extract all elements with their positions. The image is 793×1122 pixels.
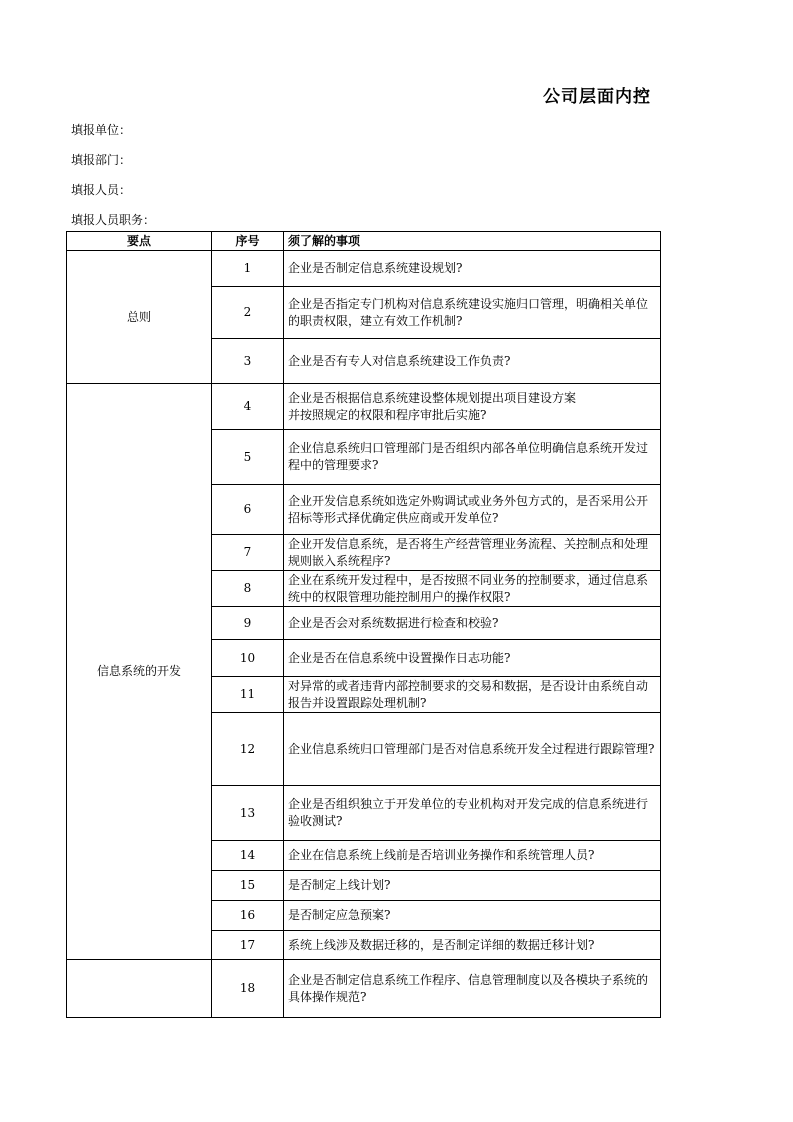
- document-title: 公司层面内控: [543, 87, 651, 107]
- header-item: 须了解的事项: [284, 232, 661, 251]
- table-header-row: [67, 232, 661, 251]
- section-system-development: 信息系统的开发: [67, 384, 212, 960]
- row-question: 企业是否在信息系统中设置操作日志功能?: [284, 640, 661, 677]
- row-number: 9: [212, 607, 284, 640]
- row-number: 10: [212, 640, 284, 677]
- table-row: [67, 384, 661, 430]
- table-row: [67, 251, 661, 287]
- row-question: 企业是否制定信息系统建设规划?: [284, 251, 661, 287]
- row-question: 对异常的或者违背内部控制要求的交易和数据，是否设计由系统自动报告并设置跟踪处理机制?: [284, 677, 661, 713]
- row-number: 16: [212, 901, 284, 931]
- row-number: 3: [212, 339, 284, 384]
- section-general: 总则: [67, 251, 212, 384]
- row-question: 系统上线涉及数据迁移的，是否制定详细的数据迁移计划?: [284, 931, 661, 960]
- row-question: 企业开发信息系统如选定外购调试或业务外包方式的，是否采用公开招标等形式择优确定供应商或开发单位?: [284, 485, 661, 535]
- row-question: 企业是否组织独立于开发单位的专业机构对开发完成的信息系统进行验收测试?: [284, 786, 661, 841]
- row-number: 8: [212, 571, 284, 607]
- row-number: 11: [212, 677, 284, 713]
- row-question: 是否制定上线计划?: [284, 871, 661, 901]
- field-reporting-unit: 填报单位：: [71, 123, 132, 137]
- row-number: 18: [212, 960, 284, 1018]
- field-reporting-department: 填报部门：: [71, 153, 132, 167]
- field-reporter-position: 填报人员职务：: [71, 213, 156, 227]
- row-number: 5: [212, 430, 284, 485]
- row-question: 企业是否指定专门机构对信息系统建设实施归口管理，明确相关单位的职责权限，建立有效工作机制?: [284, 287, 661, 339]
- row-number: 17: [212, 931, 284, 960]
- row-question: 企业在信息系统上线前是否培训业务操作和系统管理人员?: [284, 841, 661, 871]
- questionnaire-table: [66, 231, 661, 1018]
- row-question: 企业是否制定信息系统工作程序、信息管理制度以及各模块子系统的具体操作规范?: [284, 960, 661, 1018]
- header-number: 序号: [212, 232, 284, 251]
- row-number: 12: [212, 713, 284, 786]
- row-number: 1: [212, 251, 284, 287]
- row-question: 企业信息系统归口管理部门是否对信息系统开发全过程进行跟踪管理?: [284, 713, 661, 786]
- row-question: 企业信息系统归口管理部门是否组织内部各单位明确信息系统开发过程中的管理要求?: [284, 430, 661, 485]
- table-row: [67, 960, 661, 1018]
- row-number: 6: [212, 485, 284, 535]
- row-number: 13: [212, 786, 284, 841]
- row-number: 2: [212, 287, 284, 339]
- row-question: 企业在系统开发过程中，是否按照不同业务的控制要求，通过信息系统中的权限管理功能控制用户的操作权限?: [284, 571, 661, 607]
- row-question: 企业是否会对系统数据进行检查和校验?: [284, 607, 661, 640]
- row-question: 企业开发信息系统，是否将生产经营管理业务流程、关控制点和处理规则嵌入系统程序?: [284, 535, 661, 571]
- row-question: 是否制定应急预案?: [284, 901, 661, 931]
- section-continued: [67, 960, 212, 1018]
- header-section: 要点: [67, 232, 212, 251]
- row-number: 4: [212, 384, 284, 430]
- row-number: 15: [212, 871, 284, 901]
- row-question: 企业是否有专人对信息系统建设工作负责?: [284, 339, 661, 384]
- row-question: 企业是否根据信息系统建设整体规划提出项目建设方案 并按照规定的权限和程序审批后实施?: [284, 384, 661, 430]
- row-number: 7: [212, 535, 284, 571]
- field-reporter: 填报人员：: [71, 183, 132, 197]
- row-number: 14: [212, 841, 284, 871]
